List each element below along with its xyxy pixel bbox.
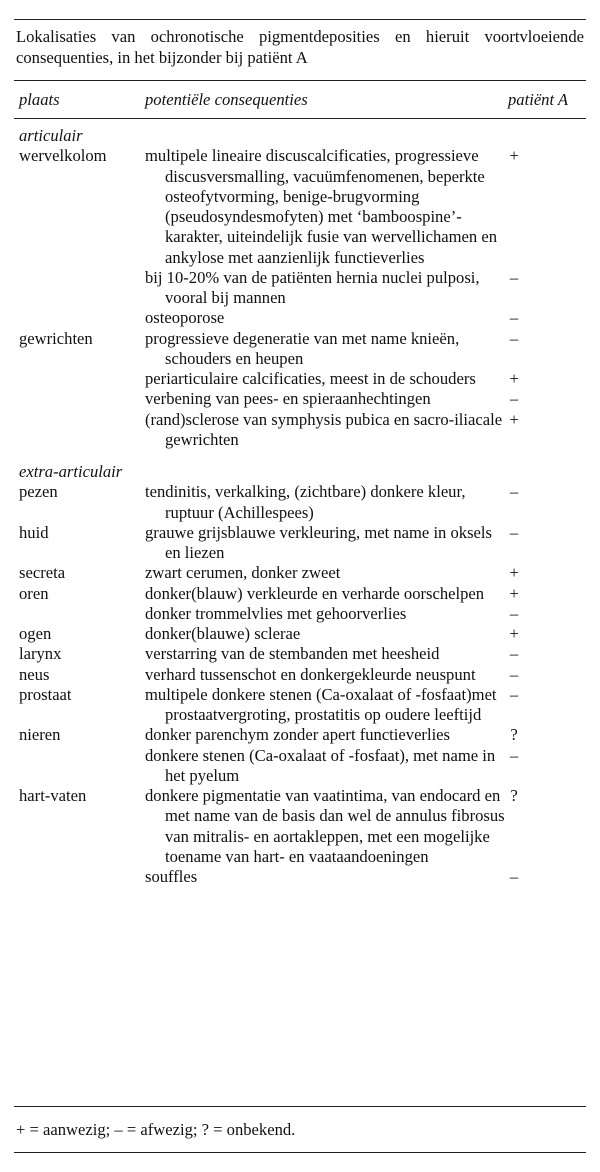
column-header-patient: patiënt A bbox=[508, 90, 569, 109]
legend-top-rule bbox=[14, 1106, 586, 1107]
section-label: articulair bbox=[19, 126, 83, 145]
cell-place: gewrichten bbox=[19, 328, 93, 348]
header-top-rule bbox=[14, 80, 586, 81]
cell-patient-status: + bbox=[509, 146, 519, 166]
cell-patient-status: + bbox=[509, 409, 519, 429]
cell-consequence: multipele donkere stenen (Ca-oxalaat of -fosfaat)met prostaatvergroting, prostatitis op oudere leeftijd bbox=[145, 684, 497, 724]
cell-consequence: verhard tussenschot en donkergekleurde neuspunt bbox=[145, 664, 476, 684]
table-row bbox=[0, 746, 600, 787]
cell-place: prostaat bbox=[19, 684, 72, 704]
cell-patient-status: – bbox=[509, 267, 519, 287]
cell-place: ogen bbox=[19, 624, 52, 643]
cell-patient-status: – bbox=[509, 684, 519, 704]
table-row bbox=[0, 665, 600, 685]
section-heading bbox=[0, 462, 600, 482]
table-row bbox=[0, 685, 600, 726]
cell-place: larynx bbox=[19, 644, 62, 664]
cell-consequence: souffles bbox=[145, 867, 198, 886]
table-row bbox=[0, 268, 600, 309]
cell-consequence: donkere pigmentatie van vaatintima, van endocard en met name van de basis dan wel de annulus fibrosus van mitralis- en aortakleppen, met een mogelijke toename van hart- en vaataandoeningen bbox=[145, 786, 505, 866]
table-row bbox=[0, 329, 600, 370]
cell-patient-status: – bbox=[509, 328, 519, 348]
bottom-rule bbox=[14, 1152, 586, 1153]
cell-patient-status: + bbox=[509, 624, 519, 643]
cell-patient-status: – bbox=[509, 603, 519, 623]
cell-patient-status: – bbox=[509, 308, 519, 328]
cell-place: hart-vaten bbox=[19, 786, 87, 805]
cell-place: pezen bbox=[19, 482, 58, 502]
cell-consequence: bij 10-20% van de patiënten hernia nuclei pulposi, vooral bij mannen bbox=[145, 267, 480, 307]
cell-patient-status: ? bbox=[510, 725, 518, 745]
table-row bbox=[0, 146, 600, 268]
table-row bbox=[0, 725, 600, 745]
cell-patient-status: + bbox=[509, 583, 519, 603]
table-row bbox=[0, 563, 600, 583]
table-legend: + = aanwezig; – = afwezig; ? = onbekend. bbox=[16, 1120, 296, 1139]
cell-place: neus bbox=[19, 664, 50, 684]
cell-consequence: donker trommelvlies met gehoorverlies bbox=[145, 603, 407, 623]
cell-consequence: zwart cerumen, donker zweet bbox=[145, 563, 341, 583]
cell-consequence: (rand)sclerose van symphysis pubica en sacro-iliacale gewrichten bbox=[145, 409, 503, 449]
column-header-consequences: potentiële consequenties bbox=[145, 90, 308, 109]
cell-patient-status: – bbox=[509, 745, 519, 765]
table-row bbox=[0, 308, 600, 328]
cell-place: oren bbox=[19, 583, 49, 603]
cell-patient-status: – bbox=[509, 664, 519, 684]
cell-consequence: periarticulaire calcificaties, meest in de schouders bbox=[145, 369, 476, 388]
table-row bbox=[0, 786, 600, 867]
cell-consequence: donkere stenen (Ca-oxalaat of -fosfaat), met name in het pyelum bbox=[145, 745, 496, 785]
top-rule bbox=[14, 19, 586, 20]
cell-place: huid bbox=[19, 522, 49, 542]
cell-place: nieren bbox=[19, 725, 61, 745]
table-caption: Lokalisaties van ochronotische pigmentdeposities en hieruit voortvloeiende consequenties, in het bijzonder bij patiënt A bbox=[16, 27, 584, 67]
cell-consequence: verstarring van de stembanden met heesheid bbox=[145, 644, 440, 664]
cell-consequence: multipele lineaire discuscalcificaties, progressieve discusversmalling, vacuümfenomenen, beperkte osteofytvorming, benige-brugvorming (pseudosyndesmofyten) met ‘bamboospine’-karakter, uiteindelijk fusie van wervellichamen en ankylose met aanzienlijk functieverlies bbox=[145, 146, 497, 267]
cell-patient-status: ? bbox=[510, 786, 518, 805]
cell-consequence: donker(blauw) verkleurde en verharde oorschelpen bbox=[145, 583, 485, 603]
cell-patient-status: – bbox=[509, 644, 519, 664]
table-row bbox=[0, 389, 600, 409]
cell-patient-status: – bbox=[509, 389, 519, 409]
cell-consequence: donker parenchym zonder apert functieverlies bbox=[145, 725, 450, 745]
section-label: extra-articulair bbox=[19, 462, 123, 481]
table-row bbox=[0, 584, 600, 604]
cell-patient-status: – bbox=[509, 522, 519, 542]
cell-patient-status: + bbox=[509, 369, 519, 388]
cell-consequence: verbening van pees- en spieraanhechtingen bbox=[145, 389, 431, 409]
table-body bbox=[0, 126, 600, 887]
cell-consequence: grauwe grijsblauwe verkleuring, met name in oksels en liezen bbox=[145, 522, 492, 562]
table-row bbox=[0, 410, 600, 451]
column-header-place: plaats bbox=[19, 90, 60, 109]
table-row bbox=[0, 604, 600, 624]
cell-patient-status: – bbox=[509, 867, 519, 886]
table-row bbox=[0, 624, 600, 644]
cell-consequence: donker(blauwe) sclerae bbox=[145, 624, 301, 643]
table-row bbox=[0, 482, 600, 523]
section-heading bbox=[0, 126, 600, 146]
table-row bbox=[0, 523, 600, 564]
header-bottom-rule bbox=[14, 118, 586, 119]
table-row bbox=[0, 867, 600, 887]
cell-consequence: progressieve degeneratie van met name knieën, schouders en heupen bbox=[145, 328, 460, 368]
cell-place: wervelkolom bbox=[19, 146, 107, 166]
cell-patient-status: + bbox=[509, 563, 519, 583]
cell-place: secreta bbox=[19, 563, 66, 583]
cell-consequence: osteoporose bbox=[145, 308, 225, 328]
cell-patient-status: – bbox=[509, 482, 519, 502]
section-spacer bbox=[0, 450, 600, 462]
cell-consequence: tendinitis, verkalking, (zichtbare) donkere kleur, ruptuur (Achillespees) bbox=[145, 482, 466, 522]
table-row bbox=[0, 644, 600, 664]
table-row bbox=[0, 369, 600, 389]
